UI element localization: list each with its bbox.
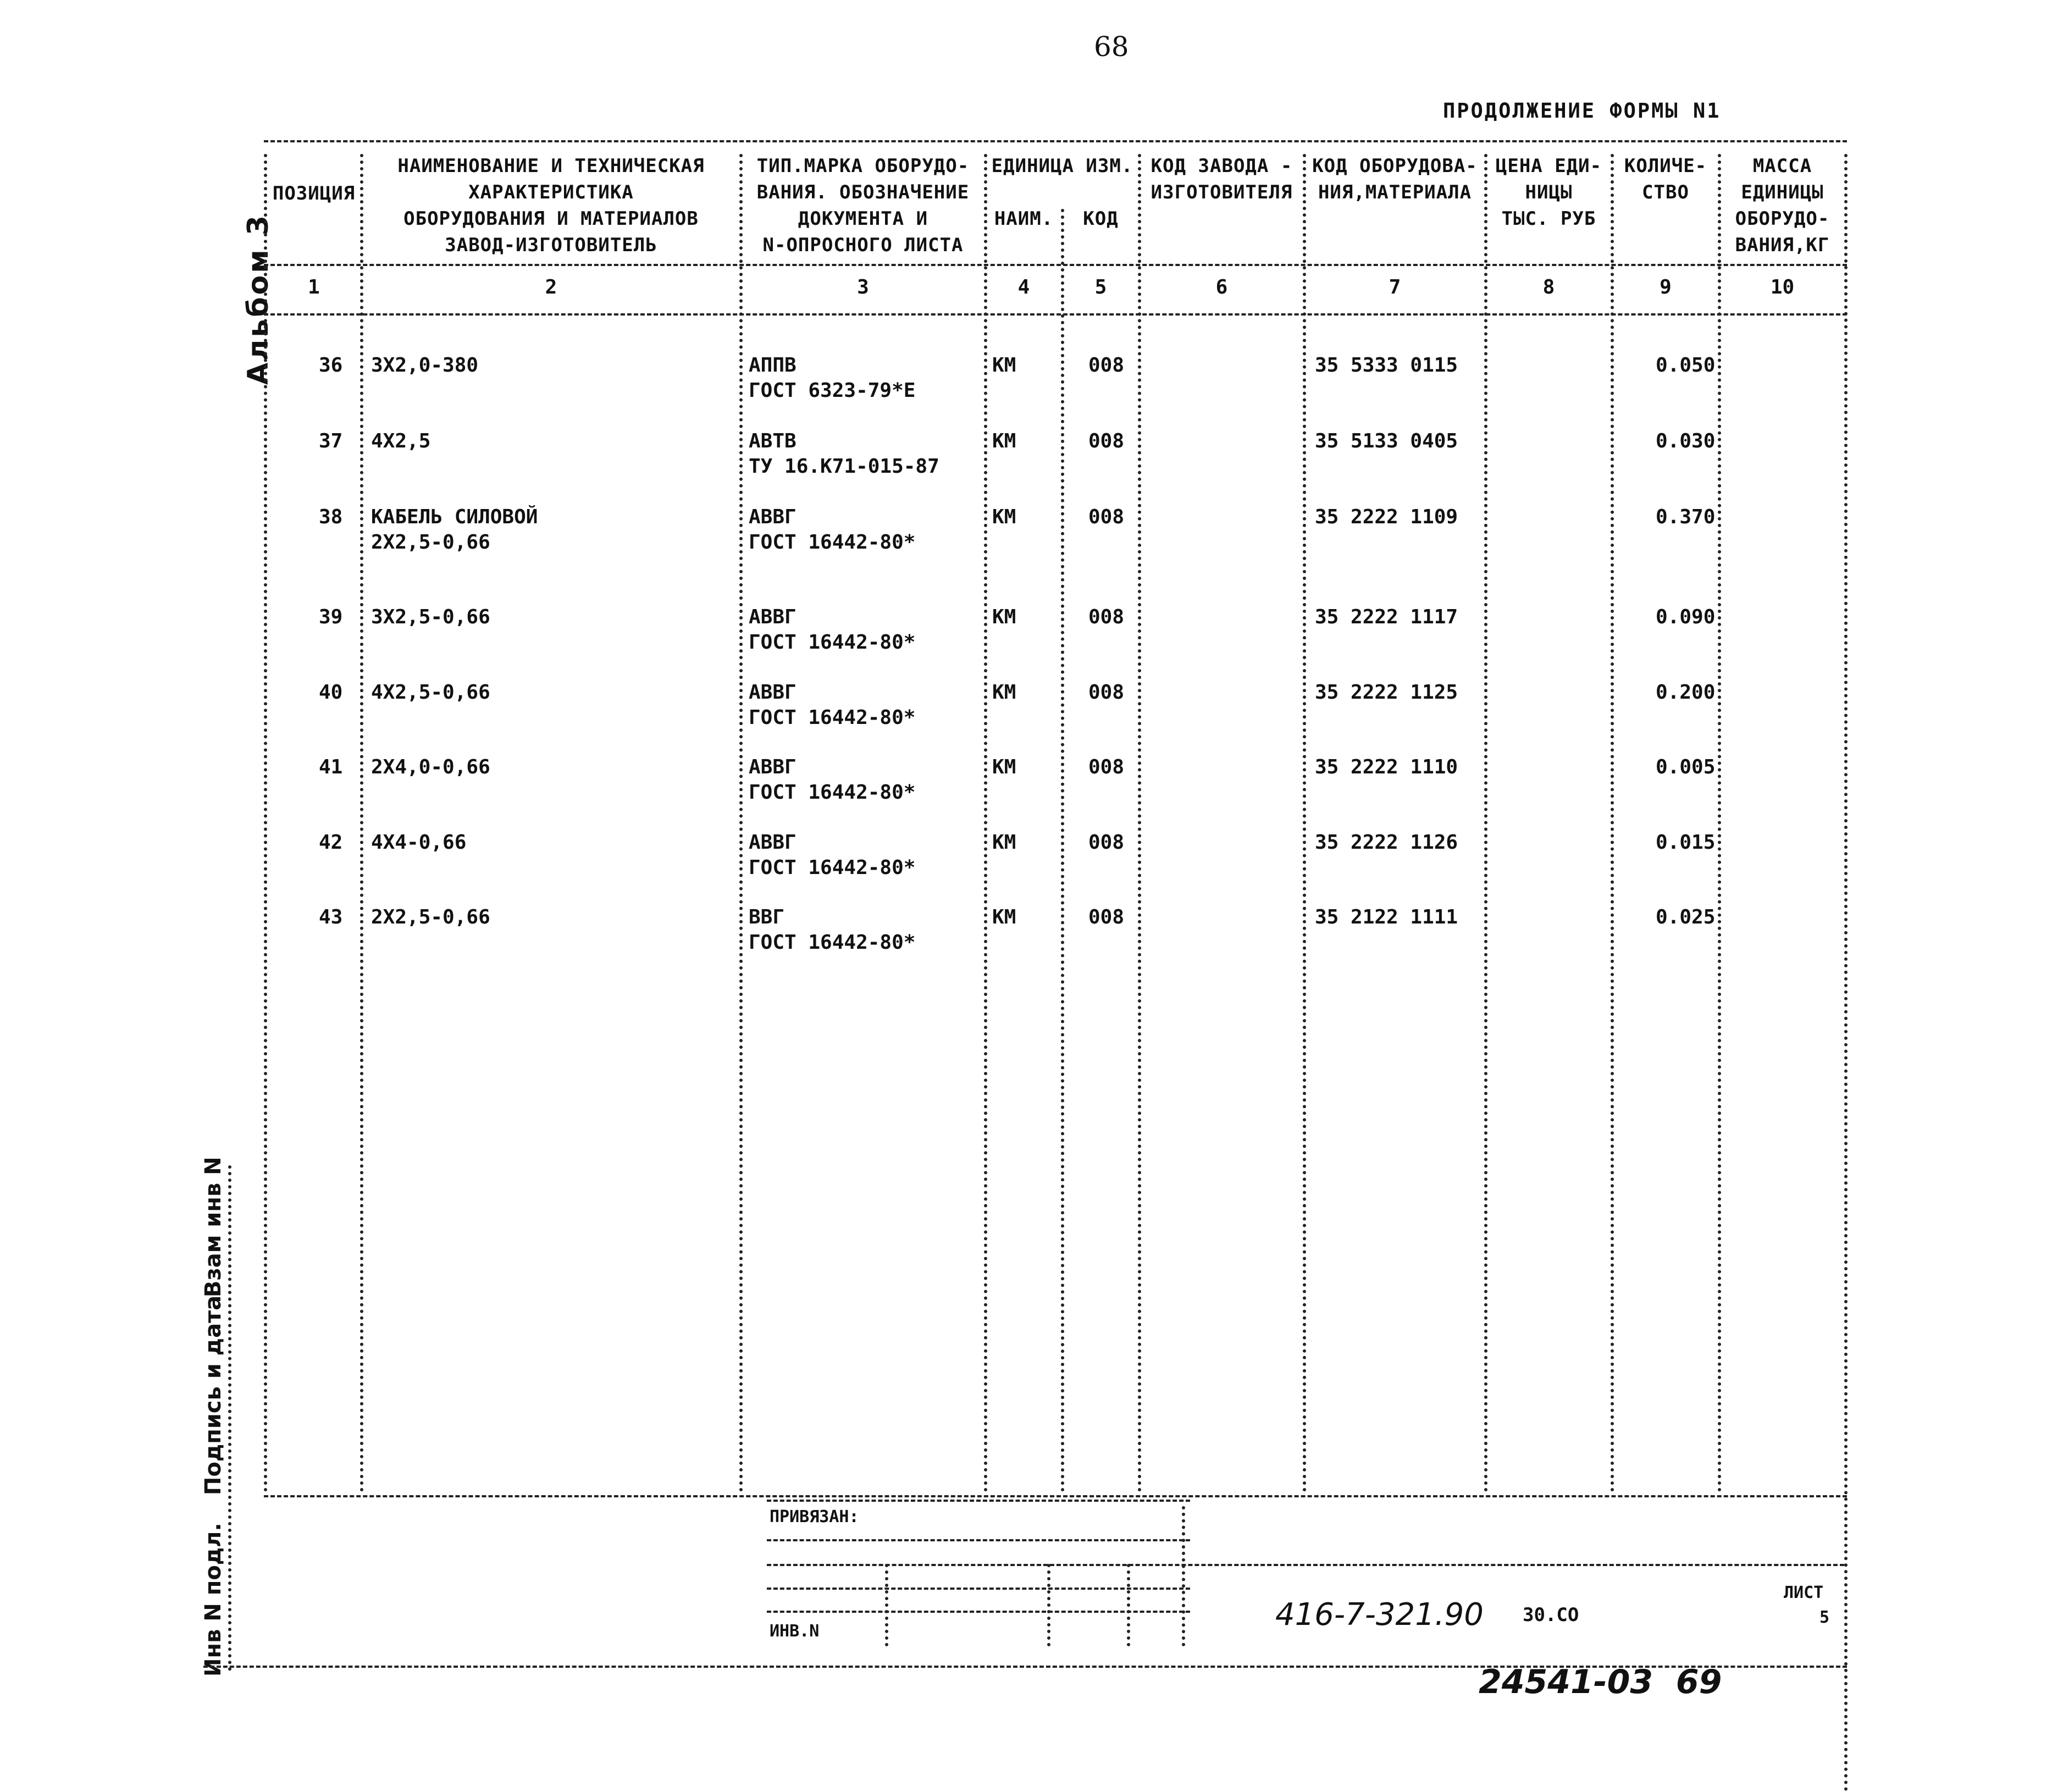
form-title: ПРОДОЛЖЕНИЕ ФОРМЫ N1 bbox=[1443, 99, 1721, 123]
row-mass: 0.200 bbox=[1656, 681, 1716, 704]
col-sep-8 bbox=[1611, 154, 1614, 1492]
row-unit-code: 008 bbox=[1088, 756, 1125, 778]
col-number-8: 8 bbox=[1542, 276, 1555, 298]
col-number-6: 6 bbox=[1215, 276, 1228, 298]
row-position: 39 bbox=[319, 606, 343, 628]
side-label-original-inv: Инв N подл. bbox=[201, 1523, 226, 1677]
row-position: 40 bbox=[319, 681, 343, 704]
row-type-line: АВТВ bbox=[749, 430, 797, 452]
col-sep-2 bbox=[739, 154, 743, 1492]
row-mass: 0.005 bbox=[1656, 756, 1716, 778]
stamp-col-sep bbox=[1127, 1564, 1130, 1646]
stamp-col-sep bbox=[1182, 1506, 1185, 1646]
row-unit: КМ bbox=[992, 831, 1016, 854]
row-unit: КМ bbox=[992, 606, 1016, 628]
stamp-inv-label: ИНВ.N bbox=[770, 1622, 820, 1641]
row-code: 35 5333 0115 bbox=[1315, 354, 1458, 377]
row-code: 35 2222 1117 bbox=[1315, 606, 1458, 628]
row-code: 35 2222 1125 bbox=[1315, 681, 1458, 704]
col-number-1: 1 bbox=[308, 276, 320, 298]
row-type-line: ГОСТ 16442-80* bbox=[749, 781, 916, 804]
stamp-top-line bbox=[767, 1500, 1190, 1502]
col-number-10: 10 bbox=[1770, 276, 1795, 298]
col-number-4: 4 bbox=[1017, 276, 1030, 298]
row-unit-code: 008 bbox=[1088, 831, 1125, 854]
row-mass: 0.370 bbox=[1656, 506, 1716, 528]
sheet-number: 5 bbox=[1819, 1608, 1830, 1627]
row-position: 38 bbox=[319, 506, 343, 528]
row-name-line: 3Х2,5-0,66 bbox=[371, 606, 490, 628]
stamp-col-sep bbox=[1047, 1564, 1050, 1646]
row-code: 35 5133 0405 bbox=[1315, 430, 1458, 452]
row-type-line: ГОСТ 6323-79*Е bbox=[749, 379, 916, 402]
col-sep-0 bbox=[264, 154, 267, 1492]
row-type-line: ВВГ bbox=[749, 906, 785, 928]
numbers-bottom-border bbox=[264, 313, 1847, 316]
row-name-line: КАБЕЛЬ СИЛОВОЙ bbox=[371, 506, 538, 528]
row-code: 35 2222 1126 bbox=[1315, 831, 1458, 854]
row-unit: КМ bbox=[992, 354, 1016, 377]
row-name-line: 4Х2,5 bbox=[371, 430, 431, 452]
footer-handwritten-number: 24541-03 69 bbox=[1479, 1663, 1722, 1701]
document-number: 416-7-321.90 bbox=[1275, 1597, 1484, 1633]
header-position: ПОЗИЦИЯ bbox=[272, 182, 356, 204]
row-type-line: АВВГ bbox=[749, 681, 797, 704]
side-label-signature-date: Подпись и дата bbox=[201, 1295, 226, 1495]
table-bottom-border bbox=[264, 1495, 1847, 1497]
row-unit-code: 008 bbox=[1088, 906, 1125, 928]
row-type-line: АППВ bbox=[749, 354, 797, 377]
col-sep-5 bbox=[1138, 154, 1141, 1492]
col-number-2: 2 bbox=[545, 276, 557, 298]
page-number: 68 bbox=[1094, 31, 1129, 63]
header-unit: ЕДИНИЦА ИЗМ. bbox=[991, 155, 1133, 177]
row-type-line: ГОСТ 16442-80* bbox=[749, 531, 916, 554]
header-name: НАИМЕНОВАНИЕ И ТЕХНИЧЕСКАЯ ХАРАКТЕРИСТИКА ОБОРУДОВАНИЯ И МАТЕРИАЛОВ ЗАВОД-ИЗГОТОВИТЕЛЬ bbox=[397, 155, 705, 256]
row-type-line: ГОСТ 16442-80* bbox=[749, 631, 916, 654]
row-name-line: 4Х4-0,66 bbox=[371, 831, 467, 854]
col-sep-7 bbox=[1484, 154, 1487, 1492]
row-name-line: 4Х2,5-0,66 bbox=[371, 681, 490, 704]
row-type-line: ГОСТ 16442-80* bbox=[749, 931, 916, 954]
row-name-line: 2Х2,5-0,66 bbox=[371, 906, 490, 928]
side-label-replace-inv: Взам инв N bbox=[201, 1157, 226, 1297]
row-unit-code: 008 bbox=[1088, 681, 1125, 704]
header-quantity: КОЛИЧЕ- СТВО bbox=[1624, 155, 1707, 203]
header-type: ТИП.МАРКА ОБОРУДО- ВАНИЯ. ОБОЗНАЧЕНИЕ ДОКУМЕНТА И N-ОПРОСНОГО ЛИСТА bbox=[756, 155, 970, 256]
row-unit: КМ bbox=[992, 681, 1016, 704]
row-type-line: ГОСТ 16442-80* bbox=[749, 706, 916, 729]
side-album-label: Альбом 3 bbox=[242, 213, 275, 385]
sheet-label: ЛИСТ bbox=[1784, 1583, 1824, 1602]
row-mass: 0.050 bbox=[1656, 354, 1716, 377]
row-position: 36 bbox=[319, 354, 343, 377]
row-type-line: АВВГ bbox=[749, 606, 797, 628]
row-type-line: АВВГ bbox=[749, 831, 797, 854]
col-sep-1 bbox=[360, 154, 363, 1492]
row-code: 35 2122 1111 bbox=[1315, 906, 1458, 928]
row-unit: КМ bbox=[992, 756, 1016, 778]
row-unit: КМ bbox=[992, 906, 1016, 928]
header-bottom-border bbox=[264, 264, 1847, 266]
stamp-col-sep bbox=[885, 1564, 888, 1646]
header-factory-code: КОД ЗАВОДА - ИЗГОТОВИТЕЛЯ bbox=[1151, 155, 1293, 203]
row-type-line: АВВГ bbox=[749, 506, 797, 528]
col-number-5: 5 bbox=[1094, 276, 1107, 298]
col-number-7: 7 bbox=[1389, 276, 1401, 298]
stamp-bound-label: ПРИВЯЗАН: bbox=[770, 1507, 859, 1526]
col-sep-4 bbox=[1061, 209, 1064, 1492]
row-mass: 0.025 bbox=[1656, 906, 1716, 928]
row-type-line: АВВГ bbox=[749, 756, 797, 778]
row-unit-code: 008 bbox=[1088, 606, 1125, 628]
table-top-border bbox=[264, 140, 1847, 142]
header-unit-name: НАИМ. bbox=[994, 208, 1054, 230]
row-name-line: 3Х2,0-380 bbox=[371, 354, 479, 377]
row-type-line: ГОСТ 16442-80* bbox=[749, 856, 916, 879]
stamp-line bbox=[767, 1539, 1190, 1541]
document-suffix: 30.СО bbox=[1523, 1604, 1579, 1626]
row-code: 35 2222 1109 bbox=[1315, 506, 1458, 528]
row-name-line: 2Х4,0-0,66 bbox=[371, 756, 490, 778]
stamp-line bbox=[767, 1564, 1844, 1566]
row-unit: КМ bbox=[992, 506, 1016, 528]
row-mass: 0.030 bbox=[1656, 430, 1716, 452]
header-mass: МАССА ЕДИНИЦЫ ОБОРУДО- ВАНИЯ,КГ bbox=[1735, 155, 1830, 256]
col-sep-10 bbox=[1844, 154, 1848, 1792]
row-position: 41 bbox=[319, 756, 343, 778]
col-number-3: 3 bbox=[857, 276, 869, 298]
row-unit: КМ bbox=[992, 430, 1016, 452]
row-position: 42 bbox=[319, 831, 343, 854]
side-margin-line bbox=[228, 1165, 231, 1671]
row-position: 37 bbox=[319, 430, 343, 452]
col-sep-6 bbox=[1303, 154, 1306, 1492]
row-mass: 0.015 bbox=[1656, 831, 1716, 854]
col-sep-3 bbox=[984, 154, 987, 1492]
col-sep-9 bbox=[1718, 154, 1721, 1492]
row-mass: 0.090 bbox=[1656, 606, 1716, 628]
header-equipment-code: КОД ОБОРУДОВА- НИЯ,МАТЕРИАЛА bbox=[1312, 155, 1478, 203]
row-unit-code: 008 bbox=[1088, 430, 1125, 452]
row-unit-code: 008 bbox=[1088, 506, 1125, 528]
col-number-9: 9 bbox=[1660, 276, 1672, 298]
row-type-line: ТУ 16.К71-015-87 bbox=[749, 455, 939, 478]
row-name-line: 2Х2,5-0,66 bbox=[371, 531, 490, 554]
row-code: 35 2222 1110 bbox=[1315, 756, 1458, 778]
header-price: ЦЕНА ЕДИ- НИЦЫ ТЫС. РУБ bbox=[1495, 155, 1602, 230]
row-unit-code: 008 bbox=[1088, 354, 1125, 377]
row-position: 43 bbox=[319, 906, 343, 928]
header-unit-code: КОД bbox=[1083, 208, 1119, 230]
